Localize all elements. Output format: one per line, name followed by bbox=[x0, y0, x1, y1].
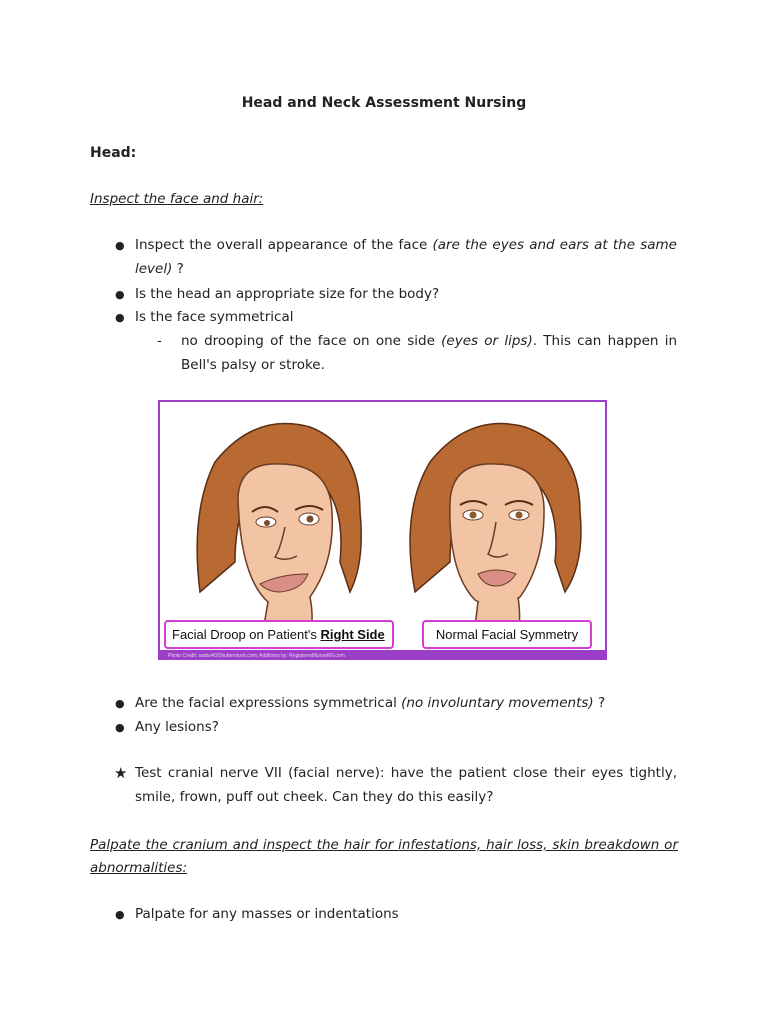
head-heading: Head: bbox=[90, 145, 137, 161]
list-item-text: Palpate for any masses or indentations bbox=[135, 906, 399, 922]
list-item-text: Is the face symmetrical bbox=[135, 309, 294, 325]
list-item bbox=[115, 283, 677, 307]
bullet-marker: ● bbox=[115, 697, 125, 710]
list-item-text: Inspect the overall appearance of the face (are the eyes and ears at the same level) ? bbox=[135, 237, 677, 277]
bullet-marker: ● bbox=[115, 721, 125, 734]
drooping-face-illustration bbox=[197, 424, 361, 642]
star-icon: ★ bbox=[114, 764, 128, 782]
list-item-text: Any lesions? bbox=[135, 719, 219, 735]
bullet-marker: ● bbox=[115, 908, 125, 921]
caption-facial-droop: Facial Droop on Patient's Right Side bbox=[164, 620, 394, 649]
section-heading-inspect-face: Inspect the face and hair: bbox=[90, 191, 264, 207]
list-item-text: Are the facial expressions symmetrical (no involuntary movements) ? bbox=[135, 695, 606, 711]
list-item bbox=[115, 692, 677, 716]
bullet-marker: ● bbox=[115, 239, 125, 252]
sub-list-item bbox=[157, 330, 677, 377]
section-heading-palpate-cranium: Palpate the cranium and inspect the hair for infestations, hair loss, skin breakdown or abnormalities: bbox=[90, 837, 678, 876]
list-item bbox=[115, 903, 677, 927]
normal-face-illustration bbox=[410, 424, 581, 642]
list-item bbox=[115, 234, 677, 281]
star-item-text: Test cranial nerve VII (facial nerve): have the patient close their eyes tightly, smile, frown, puff out cheek. Can they do this easily? bbox=[135, 765, 677, 805]
bullet-marker: ● bbox=[115, 311, 125, 324]
star-list-item bbox=[115, 762, 677, 809]
photo-credit: Photo Credit: sarbo40/Shutterstock.com; Additions by: RegisteredNurseRN.com bbox=[160, 650, 607, 660]
page-title: Head and Neck Assessment Nursing bbox=[241, 95, 527, 111]
sub-list-item-text: no drooping of the face on one side (eyes or lips). This can happen in Bell's palsy or stroke. bbox=[181, 333, 678, 373]
bullet-marker: ● bbox=[115, 288, 125, 301]
list-item bbox=[115, 306, 677, 330]
caption-normal-symmetry: Normal Facial Symmetry bbox=[422, 620, 592, 649]
dash-marker: - bbox=[157, 333, 162, 349]
facial-droop-figure bbox=[158, 400, 607, 660]
list-item-text: Is the head an appropriate size for the body? bbox=[135, 286, 440, 302]
list-item bbox=[115, 716, 677, 740]
